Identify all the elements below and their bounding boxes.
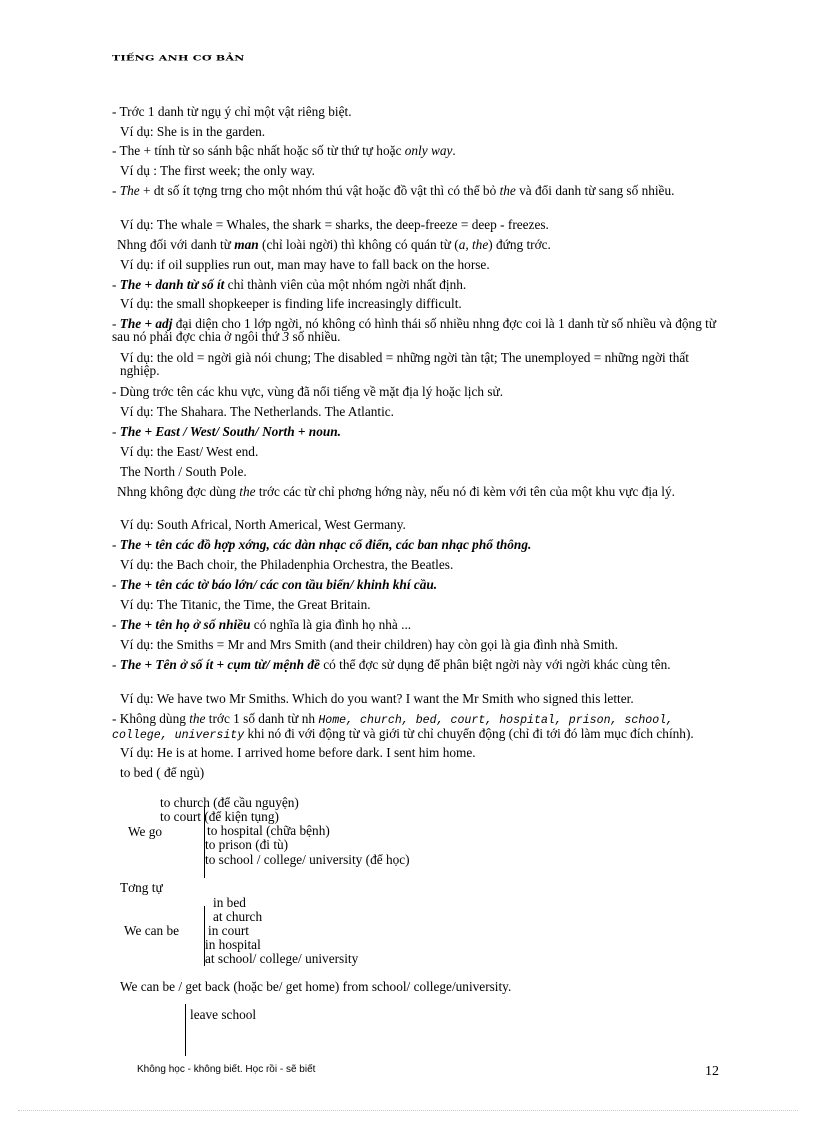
bullet-dash: - <box>112 711 120 726</box>
bullet-12 <box>112 712 724 742</box>
canbe-item-2: at church <box>213 909 263 924</box>
bold-term: The + tên họ ở số nhiều <box>119 617 251 632</box>
note-3 <box>117 238 551 251</box>
example-1: Ví dụ: She is in the garden. <box>120 124 266 139</box>
example-5: Ví dụ: the old = ngời già nói chung; The disabled = những ngời tàn tật; The unemployed = những ngời thất nghiệp. <box>120 350 689 378</box>
bullet-5 <box>112 317 724 343</box>
bold-term: The + tên các tờ báo lớn/ các con tầu biển/ khinh khí cầu. <box>119 577 438 592</box>
go-item-4: to prison (đi tù) <box>205 837 289 852</box>
bullet-8 <box>112 538 531 551</box>
bullet-dash: - <box>112 104 120 119</box>
bullet-9 <box>112 578 437 591</box>
example-4: Ví dụ: the small shopkeeper is finding life increasingly difficult. <box>120 296 462 311</box>
similar-label: Tơng tự <box>120 880 163 895</box>
example-3b: Ví dụ: if oil supplies run out, man may have to fall back on the horse. <box>120 257 490 272</box>
bullet-dash: - <box>112 577 120 592</box>
bullet-text: khi nó đi với động từ và giới từ chỉ chuyển động (chỉ đi tới đó làm mục đích chính). <box>244 726 694 741</box>
italic-term: only way <box>404 143 453 158</box>
bullet-text: trớc 1 số danh từ nh <box>205 711 319 726</box>
italic-term-list: Home, church, bed, court, hospital, prison, school, college, university <box>112 714 674 742</box>
we-go-label: We go <box>128 824 163 839</box>
go-item-2: to court (để kiện tụng) <box>160 809 279 824</box>
go-item-5: to school / college/ university (để học) <box>205 852 410 867</box>
italic-term: the <box>239 484 256 499</box>
bullet-text: . <box>452 143 456 158</box>
page-footer: Không học - không biết. Học rồi - sẽ biết <box>137 1064 316 1075</box>
page-number: 12 <box>705 1064 719 1079</box>
bullet-7 <box>112 425 341 438</box>
bullet-text: và đổi danh từ sang số nhiều. <box>515 183 675 198</box>
bullet-3 <box>112 184 724 197</box>
bold-term: The + danh từ số ít <box>119 277 225 292</box>
bullet-dash: - <box>112 384 120 399</box>
bullet-6 <box>112 385 503 398</box>
bullet-dash: - <box>112 657 120 672</box>
bullet-text: số nhiều. <box>289 329 341 344</box>
bullet-dash: - <box>112 617 120 632</box>
bullet-dash: - <box>112 143 120 158</box>
bullet-dash: - <box>112 424 120 439</box>
bullet-text: The + tính từ so sánh bậc nhất hoặc số từ thứ tự hoặc <box>119 143 405 158</box>
bullet-4 <box>112 278 466 291</box>
note-text: (chỉ loài ngời) thì không có quán từ ( <box>258 237 459 252</box>
bullet-2 <box>112 144 456 157</box>
example-7b: The North / South Pole. <box>120 464 247 479</box>
bottom-divider <box>18 1110 798 1111</box>
canbe-item-1: in bed <box>213 895 246 910</box>
go-bracket-line <box>204 806 205 878</box>
example-3: Ví dụ: The whale = Whales, the shark = sharks, the deep-freeze = deep - freezes. <box>120 217 549 232</box>
bullet-dash: - <box>112 316 120 331</box>
bold-term: The + adj <box>119 316 173 331</box>
canbe-item-5: at school/ college/ university <box>205 951 359 966</box>
page-header: TIẾNG ANH CƠ BẢN <box>112 54 245 63</box>
italic-term: the <box>189 711 206 726</box>
note-text: Nhng đối với danh từ <box>117 237 235 252</box>
italic-term: 3 <box>282 329 290 344</box>
bullet-text: chỉ thành viên của một nhóm ngời nhất định. <box>224 277 467 292</box>
italic-term: The <box>119 183 140 198</box>
example-12: Ví dụ: He is at home. I arrived home before dark. I sent him home. <box>120 745 476 760</box>
get-back-line: We can be / get back (hoặc be/ get home) from school/ college/university. <box>120 979 512 994</box>
bullet-text: Trớc 1 danh từ ngụ ý chỉ một vật riêng biệt. <box>119 104 352 119</box>
bold-term: The + tên các đồ hợp xớng, các dàn nhạc cổ điển, các ban nhạc phổ thông. <box>119 537 532 552</box>
bullet-text: có nghĩa là gia đình họ nhà ... <box>250 617 412 632</box>
leave-bracket-line <box>185 1004 186 1056</box>
bullet-dash: - <box>112 277 120 292</box>
we-can-be-label: We can be <box>124 923 180 938</box>
example-11: Ví dụ: We have two Mr Smiths. Which do you want? I want the Mr Smith who signed this letter. <box>120 691 634 706</box>
bullet-text: có thể đợc sử dụng để phân biệt ngời này với ngời khác cùng tên. <box>319 657 671 672</box>
canbe-bracket-line <box>204 906 205 966</box>
bullet-text: đại diện cho 1 lớp ngời, nó không có hình thái số nhiều nhng đợc coi là 1 danh từ số nhiều và động từ sau nó phải đợc chia ở ngôi thứ <box>112 316 717 344</box>
go-item-3: to hospital (chữa bệnh) <box>207 823 330 838</box>
italic-term: a, the <box>458 237 489 252</box>
example-6: Ví dụ: The Shahara. The Netherlands. The Atlantic. <box>120 404 394 419</box>
bullet-dash: - <box>112 537 120 552</box>
bullet-dash: - <box>112 183 120 198</box>
bullet-10 <box>112 618 411 631</box>
canbe-item-3: in court <box>208 923 249 938</box>
example-7c: Ví dụ: South Africal, North Americal, West Germany. <box>120 517 406 532</box>
example-8: Ví dụ: the Bach choir, the Philadenphia Orchestra, the Beatles. <box>120 557 454 572</box>
bullet-text: Dùng trớc tên các khu vực, vùng đã nổi tiếng về mặt địa lý hoặc lịch sử. <box>119 384 504 399</box>
bold-term: The + Tên ở số ít + cụm từ/ mệnh đề <box>119 657 320 672</box>
bullet-1 <box>112 105 352 118</box>
note-7 <box>117 485 724 498</box>
note-text: Nhng không đợc dùng <box>117 484 240 499</box>
bullet-text: Không dùng <box>119 711 190 726</box>
bold-term: man <box>234 237 259 252</box>
canbe-item-4: in hospital <box>205 937 261 952</box>
example-9: Ví dụ: The Titanic, the Time, the Great Britain. <box>120 597 371 612</box>
note-text: trớc các từ chỉ phơng hớng này, nếu nó đi kèm với tên của một khu vực địa lý. <box>255 484 675 499</box>
example-2: Ví dụ : The first week; the only way. <box>120 163 315 178</box>
go-item-1: to church (để cầu nguyện) <box>160 795 299 810</box>
bold-term: The + East / West/ South/ North + noun. <box>119 424 341 439</box>
to-bed-line: to bed ( để ngủ) <box>120 765 205 780</box>
note-text: ) đứng trớc. <box>488 237 551 252</box>
bullet-text: + dt số ít tợng trng cho một nhóm thú vật hoặc đồ vật thì có thể bỏ <box>139 183 500 198</box>
italic-term: the <box>499 183 516 198</box>
leave-school: leave school <box>190 1007 257 1022</box>
bullet-11 <box>112 658 724 671</box>
example-7: Ví dụ: the East/ West end. <box>120 444 259 459</box>
example-10: Ví dụ: the Smiths = Mr and Mrs Smith (and their children) hay còn gọi là gia đình nhà Smith. <box>120 637 618 652</box>
